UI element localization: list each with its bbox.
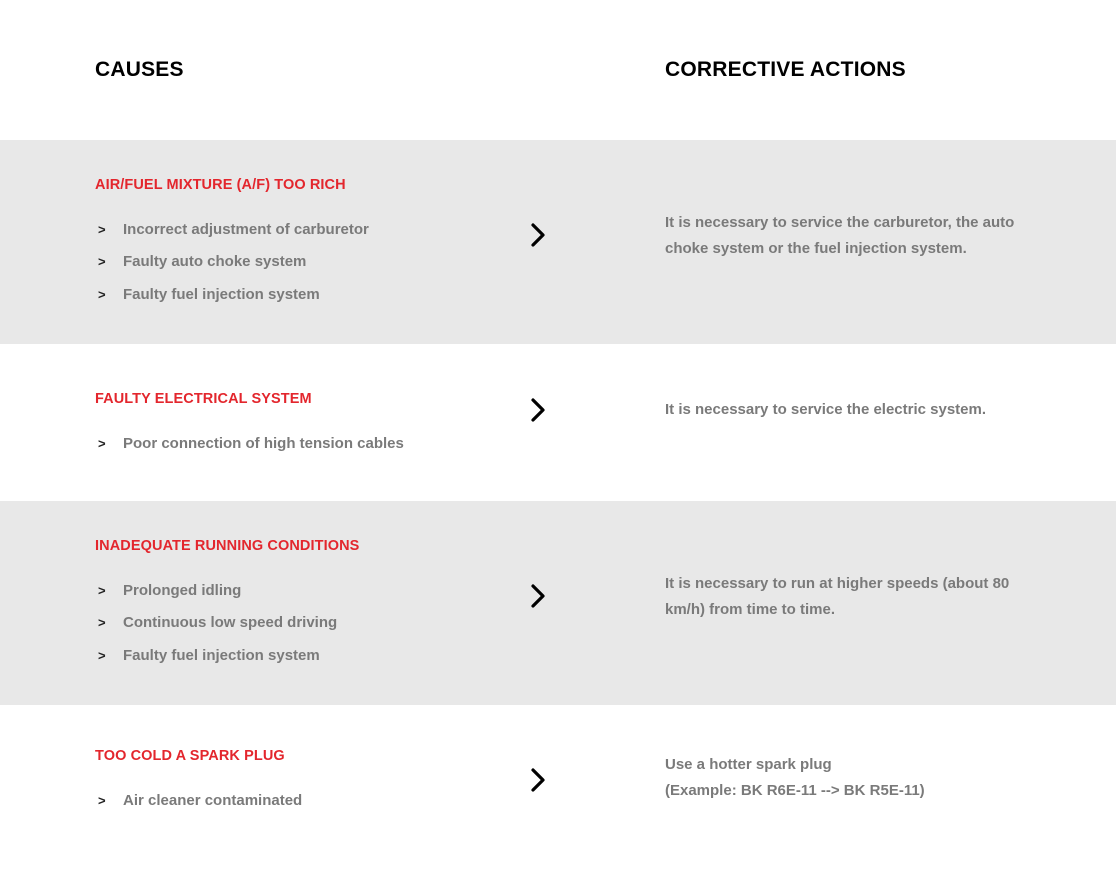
cause-title: INADEQUATE RUNNING CONDITIONS xyxy=(95,538,360,554)
cause-text: Faulty fuel injection system xyxy=(123,285,320,303)
cause-title: FAULTY ELECTRICAL SYSTEM xyxy=(95,391,312,407)
corrective-action-text: It is necessary to service the carburetor, the auto choke system or the fuel injection system. xyxy=(665,214,1015,257)
corrective-action-line: Use a hotter spark plug xyxy=(665,756,832,773)
bullet-chevron-icon: > xyxy=(98,221,106,237)
chevron-right-icon xyxy=(528,397,550,423)
bullet-chevron-icon: > xyxy=(98,615,106,631)
cause-text: Air cleaner contaminated xyxy=(123,791,303,809)
cause-list xyxy=(95,574,337,672)
cause-text: Faulty auto choke system xyxy=(123,253,307,271)
list-item xyxy=(95,574,337,607)
cause-text: Poor connection of high tension cables xyxy=(123,434,404,452)
list-item xyxy=(95,427,404,460)
bullet-chevron-icon: > xyxy=(98,286,106,302)
cause-list xyxy=(95,427,404,460)
chevron-right-icon xyxy=(528,583,550,609)
cause-text: Continuous low speed driving xyxy=(123,614,338,632)
table-row xyxy=(0,501,1116,705)
cause-title: AIR/FUEL MIXTURE (A/F) TOO RICH xyxy=(95,177,346,193)
cause-list xyxy=(95,213,369,311)
bullet-chevron-icon: > xyxy=(98,582,106,598)
bullet-chevron-icon: > xyxy=(98,792,106,808)
list-item xyxy=(95,213,369,246)
table-header xyxy=(0,0,1116,140)
table-row xyxy=(0,140,1116,344)
causes-heading: CAUSES xyxy=(95,58,184,81)
corrective-actions-heading: CORRECTIVE ACTIONS xyxy=(665,58,906,81)
table-row xyxy=(0,344,1116,501)
list-item xyxy=(95,246,369,279)
bullet-chevron-icon: > xyxy=(98,647,106,663)
chevron-right-icon xyxy=(528,222,550,248)
cause-list xyxy=(95,784,302,817)
chevron-right-icon xyxy=(528,767,550,793)
table-row xyxy=(0,705,1116,882)
corrective-action-line: (Example: BK R6E-11 --> BK R5E-11) xyxy=(665,782,925,799)
cause-text: Faulty fuel injection system xyxy=(123,646,320,664)
list-item xyxy=(95,784,302,817)
list-item xyxy=(95,278,369,311)
list-item xyxy=(95,639,337,672)
bullet-chevron-icon: > xyxy=(98,254,106,270)
cause-text: Prolonged idling xyxy=(123,581,242,599)
cause-text: Incorrect adjustment of carburetor xyxy=(123,220,369,238)
corrective-action-text xyxy=(665,752,1035,804)
cause-title: TOO COLD A SPARK PLUG xyxy=(95,748,285,764)
list-item xyxy=(95,607,337,640)
corrective-action-text: It is necessary to service the electric system. xyxy=(665,401,987,418)
corrective-action-text: It is necessary to run at higher speeds (about 80 km/h) from time to time. xyxy=(665,575,1010,618)
bullet-chevron-icon: > xyxy=(98,435,106,451)
